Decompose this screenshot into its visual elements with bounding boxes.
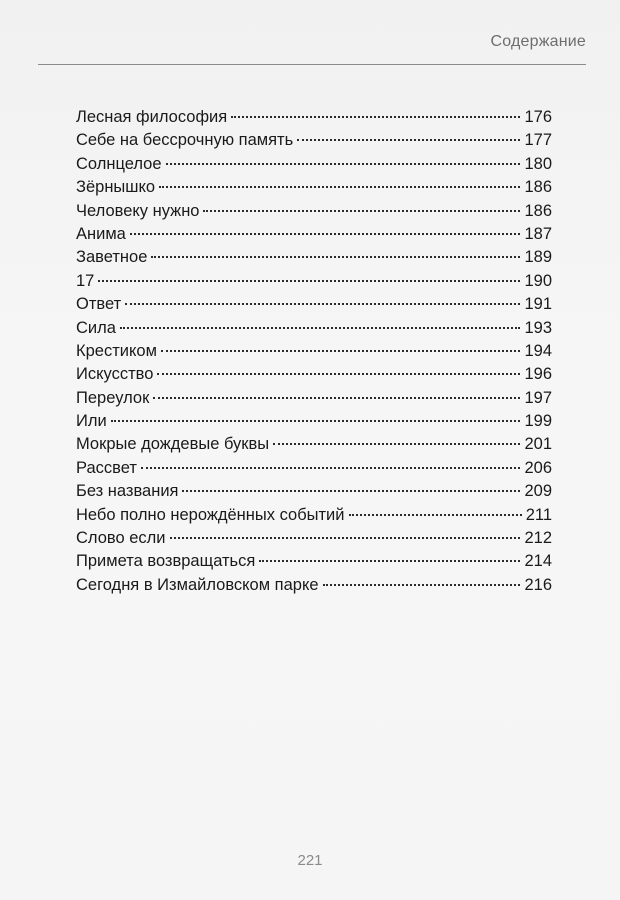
toc-entry-page: 216 — [524, 575, 552, 594]
toc-entry-page: 196 — [524, 365, 552, 384]
toc-entry — [76, 363, 552, 386]
toc-entry-title: Небо полно нерождённых событий — [76, 505, 345, 524]
header-divider — [38, 64, 586, 65]
dot-leader — [231, 116, 520, 118]
toc-entry-page: 180 — [524, 154, 552, 173]
toc-entry-title: Примета возвращаться — [76, 552, 256, 571]
toc-entry-title: Слово если — [76, 529, 166, 548]
toc-entry-page: 212 — [524, 529, 552, 548]
dot-leader — [153, 397, 520, 399]
toc-entry-page: 209 — [524, 482, 552, 501]
dot-leader — [349, 514, 522, 516]
toc-entry-page: 177 — [524, 131, 552, 150]
dot-leader — [151, 256, 520, 258]
dot-leader — [141, 467, 521, 469]
toc-entry-page: 187 — [524, 224, 552, 243]
toc-entry-title: Зёрнышко — [76, 178, 156, 197]
toc-entry-title: Ответ — [76, 295, 122, 314]
toc-entry — [76, 153, 552, 176]
toc-entry — [76, 293, 552, 316]
toc-entry-title: Человеку нужно — [76, 201, 200, 220]
toc-entry — [76, 410, 552, 433]
toc-entry — [76, 387, 552, 410]
toc-entry-title: Крестиком — [76, 341, 157, 360]
toc-entry-page: 194 — [524, 341, 552, 360]
toc-entry-page: 186 — [524, 201, 552, 220]
toc-entry — [76, 527, 552, 550]
toc-entry — [76, 129, 552, 152]
toc-entry — [76, 504, 552, 527]
dot-leader — [159, 186, 520, 188]
toc-entry-title: Лесная философия — [76, 108, 228, 126]
toc-entry-page: 191 — [524, 295, 552, 314]
dot-leader — [125, 303, 520, 305]
toc-entry-page: 206 — [524, 458, 552, 477]
dot-leader — [273, 443, 520, 445]
toc-entry-title: Себе на бессрочную память — [76, 131, 294, 150]
running-header: Содержание — [490, 33, 586, 50]
toc-entry — [76, 433, 552, 456]
dot-leader — [130, 233, 521, 235]
toc-entry-page: 193 — [524, 318, 552, 337]
toc-entry — [76, 223, 552, 246]
toc-entry — [76, 270, 552, 293]
toc-entry — [76, 176, 552, 199]
toc-entry-page: 201 — [524, 435, 552, 454]
toc-entry-title: Анима — [76, 224, 126, 243]
toc-entry — [76, 574, 552, 597]
toc-entry-page: 214 — [524, 552, 552, 571]
toc-entry-page: 190 — [524, 271, 552, 290]
toc-entry — [76, 550, 552, 573]
toc-entry — [76, 200, 552, 223]
dot-leader — [157, 373, 520, 375]
toc-entry-title: 17 — [76, 271, 95, 290]
toc-entry — [76, 457, 552, 480]
toc-entry-title: Переулок — [76, 388, 150, 407]
toc-entry-page: 211 — [525, 505, 552, 524]
dot-leader — [161, 350, 521, 352]
toc-entry-title: Или — [76, 412, 107, 431]
toc-entry — [76, 480, 552, 503]
dot-leader — [259, 560, 520, 562]
page-number: 221 — [297, 852, 323, 869]
dot-leader — [297, 139, 520, 141]
toc-entry-title: Мокрые дождевые буквы — [76, 435, 270, 454]
table-of-contents — [76, 106, 552, 597]
dot-leader — [170, 537, 521, 539]
dot-leader — [166, 163, 521, 165]
toc-entry — [76, 340, 552, 363]
dot-leader — [182, 490, 520, 492]
toc-entry-page: 197 — [524, 388, 552, 407]
toc-entry-title: Искусство — [76, 365, 154, 384]
toc-entry-title: Рассвет — [76, 458, 137, 477]
toc-entry-page: 176 — [524, 108, 552, 126]
dot-leader — [323, 584, 521, 586]
toc-entry-page: 186 — [524, 178, 552, 197]
toc-entry-page: 199 — [524, 412, 552, 431]
dot-leader — [111, 420, 521, 422]
toc-entry-title: Сила — [76, 318, 116, 337]
toc-entry-title: Сегодня в Измайловском парке — [76, 575, 319, 594]
toc-entry — [76, 317, 552, 340]
toc-entry-title: Без названия — [76, 482, 179, 501]
toc-entry — [76, 106, 552, 129]
toc-entry-title: Заветное — [76, 248, 148, 267]
toc-entry-title: Солнцелое — [76, 154, 162, 173]
toc-entry — [76, 246, 552, 269]
dot-leader — [98, 280, 520, 282]
toc-entry-page: 189 — [524, 248, 552, 267]
dot-leader — [120, 327, 521, 329]
dot-leader — [203, 210, 520, 212]
